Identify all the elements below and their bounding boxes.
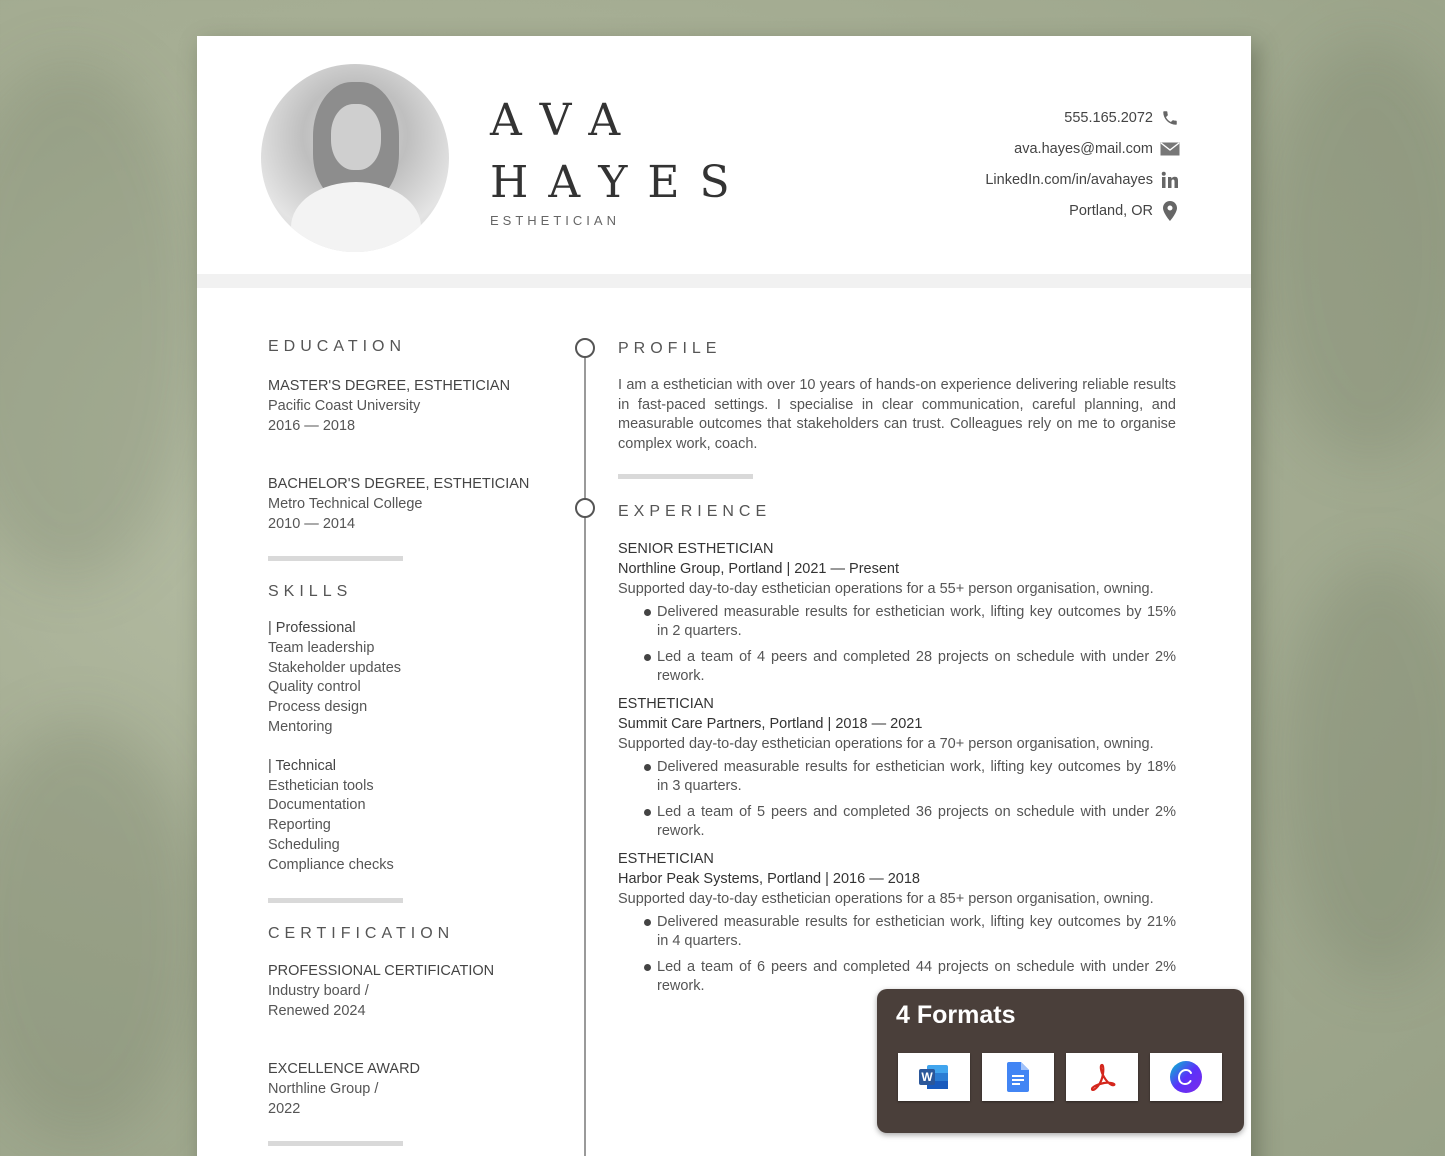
certification-date: Renewed 2024 <box>268 1002 366 1019</box>
profile-photo <box>261 64 449 252</box>
contact-phone <box>985 102 1181 133</box>
email-text: ava.hayes@mail.com <box>1014 140 1153 157</box>
certification-item <box>268 961 538 1021</box>
job-bullet: Led a team of 5 peers and completed 36 projects on schedule with under 2% rework. <box>618 803 1176 841</box>
years: 2016 — 2018 <box>268 418 356 434</box>
header-divider-band <box>197 274 1251 288</box>
certification-name: PROFESSIONAL CERTIFICATION <box>268 962 495 979</box>
job-bullet: Delivered measurable results for esthetician work, lifting key outcomes by 18% in 3 quarters. <box>618 758 1176 796</box>
skills-heading: SKILLS <box>268 583 353 600</box>
education-item <box>268 474 538 534</box>
certification-name: EXCELLENCE AWARD <box>268 1060 421 1077</box>
skill-item: Compliance checks <box>268 856 394 873</box>
experience-item <box>618 849 1176 996</box>
skill-item: Esthetician tools <box>268 777 374 794</box>
phone-icon <box>1159 109 1181 127</box>
experience-heading: EXPERIENCE <box>618 503 772 520</box>
contact-location <box>985 195 1181 226</box>
linkedin-icon <box>1159 171 1181 189</box>
skill-item: Reporting <box>268 817 331 834</box>
degree: BACHELOR'S DEGREE, ESTHETICIAN <box>268 476 530 492</box>
skill-item: Quality control <box>268 679 361 696</box>
formats-badge <box>877 989 1244 1133</box>
skill-item: Mentoring <box>268 718 333 735</box>
location-pin-icon <box>1159 201 1181 221</box>
job-summary: Supported day-to-day esthetician operations for a 85+ person organisation, owning. <box>618 891 1154 907</box>
right-column <box>618 340 1176 996</box>
job-bullet: Led a team of 6 peers and completed 44 projects on schedule with under 2% rework. <box>618 958 1176 996</box>
google-docs-icon <box>982 1053 1054 1101</box>
certification-heading: CERTIFICATION <box>268 924 455 942</box>
certification-issuer: Industry board / <box>268 982 369 999</box>
svg-text:W: W <box>921 1070 933 1084</box>
skills-group-technical <box>268 757 538 876</box>
certification-date: 2022 <box>268 1100 301 1117</box>
timeline-dot <box>575 338 595 358</box>
job-bullet: Delivered measurable results for esthetician work, lifting key outcomes by 21% in 4 quarters. <box>618 913 1176 951</box>
candidate-role: ESTHETICIAN <box>490 213 620 228</box>
skills-group-professional <box>268 619 538 738</box>
school: Pacific Coast University <box>268 398 421 414</box>
mail-icon <box>1159 142 1181 156</box>
first-name: AVA <box>490 95 641 146</box>
skill-item: Process design <box>268 699 368 716</box>
experience-item <box>618 539 1176 686</box>
formats-title: 4 Formats <box>896 1001 1016 1029</box>
left-column <box>268 338 538 1146</box>
resume-page <box>197 36 1251 1156</box>
contact-linkedin <box>985 164 1181 195</box>
timeline-line <box>584 358 586 1156</box>
candidate-name <box>490 90 750 214</box>
certification-issuer: Northline Group / <box>268 1080 379 1097</box>
job-title: ESTHETICIAN <box>618 851 714 867</box>
profile-heading: PROFILE <box>618 340 722 357</box>
word-icon <box>898 1053 970 1101</box>
degree: MASTER'S DEGREE, ESTHETICIAN <box>268 378 511 394</box>
education-heading: EDUCATION <box>268 338 407 355</box>
contact-block <box>985 102 1181 226</box>
timeline-dot <box>575 498 595 518</box>
skill-item: Stakeholder updates <box>268 659 402 676</box>
job-company: Harbor Peak Systems, Portland | 2016 — 2018 <box>618 871 920 887</box>
linkedin-text: LinkedIn.com/in/avahayes <box>985 171 1153 188</box>
skill-item: Documentation <box>268 797 366 814</box>
job-company: Summit Care Partners, Portland | 2018 — 2021 <box>618 716 923 732</box>
skills-group-heading: | Technical <box>268 757 336 774</box>
job-summary: Supported day-to-day esthetician operations for a 70+ person organisation, owning. <box>618 736 1154 752</box>
canva-icon <box>1150 1053 1222 1101</box>
resume-header <box>197 36 1251 274</box>
certification-item <box>268 1059 538 1119</box>
skills-group-heading: | Professional <box>268 620 356 636</box>
profile-text: I am a esthetician with over 10 years of hands-on experience delivering reliable results in fast-paced settings. I specialise in clear communication, careful planning, and measurable outcomes that stakeholders can trust. Colleagues rely on me to organise complex work, coach. <box>618 377 1176 452</box>
years: 2010 — 2014 <box>268 516 356 532</box>
phone-text: 555.165.2072 <box>1064 109 1153 126</box>
section-divider <box>268 1141 403 1146</box>
skill-item: Team leadership <box>268 639 375 656</box>
job-title: SENIOR ESTHETICIAN <box>618 541 774 557</box>
location-text: Portland, OR <box>1069 202 1153 219</box>
school: Metro Technical College <box>268 496 423 512</box>
job-company: Northline Group, Portland | 2021 — Present <box>618 561 900 577</box>
pdf-icon <box>1066 1053 1138 1101</box>
job-bullet: Led a team of 4 peers and completed 28 projects on schedule with under 2% rework. <box>618 648 1176 686</box>
last-name: HAYES <box>490 157 750 208</box>
job-title: ESTHETICIAN <box>618 696 714 712</box>
contact-email <box>985 133 1181 164</box>
job-summary: Supported day-to-day esthetician operations for a 55+ person organisation, owning. <box>618 581 1154 597</box>
education-item <box>268 376 538 436</box>
experience-item <box>618 694 1176 841</box>
skill-item: Scheduling <box>268 836 340 853</box>
job-bullet: Delivered measurable results for esthetician work, lifting key outcomes by 15% in 2 quarters. <box>618 603 1176 641</box>
